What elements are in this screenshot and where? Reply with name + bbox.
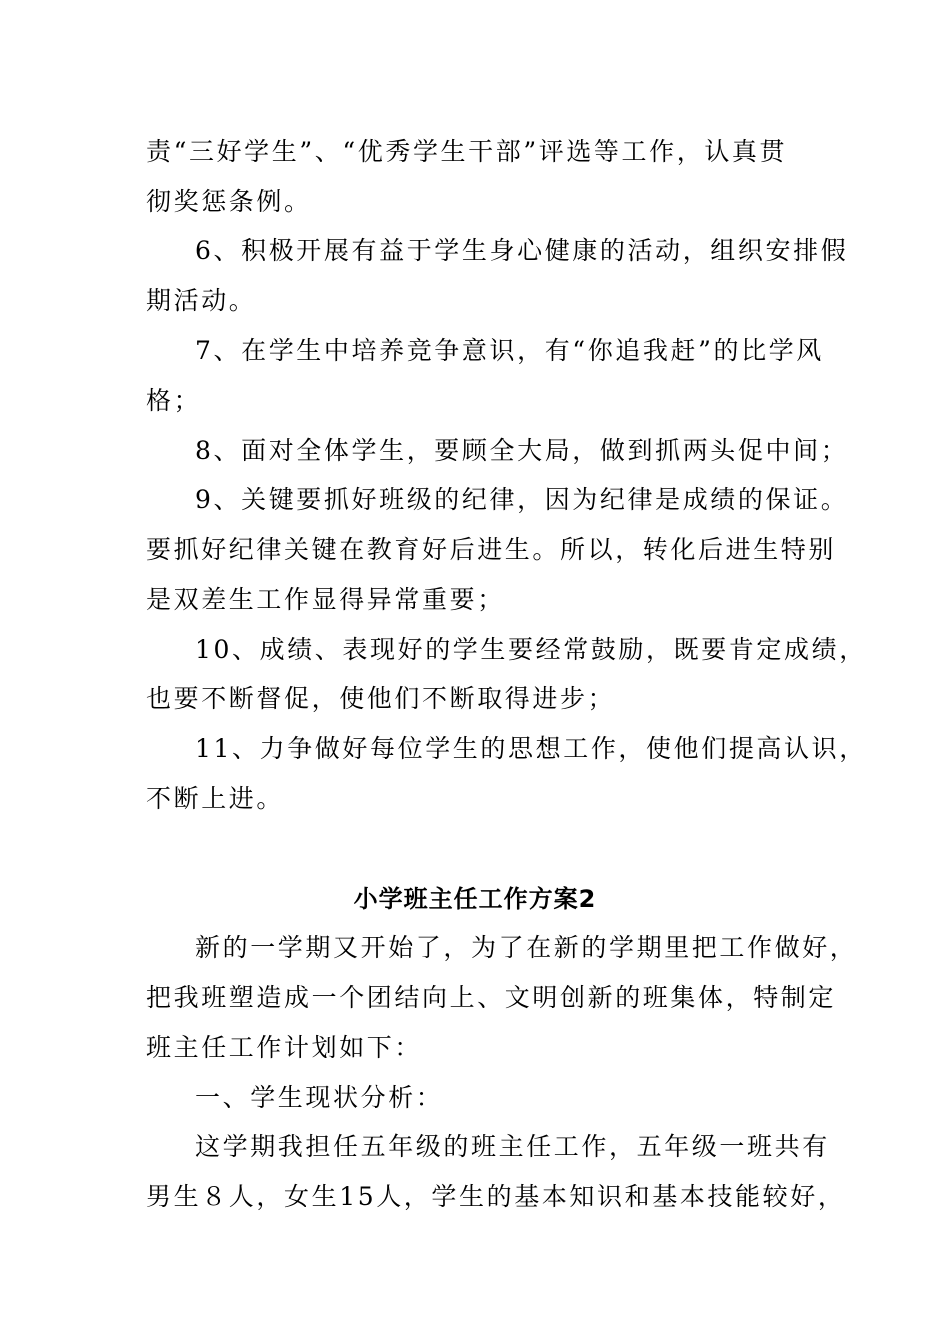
paragraph-line: 要抓好纪律关键在教育好后进生。所以，转化后进生特别 bbox=[146, 535, 837, 564]
paragraph-line: 责“三好学生”、“优秀学生干部”评选等工作，认真贯 bbox=[146, 137, 788, 166]
paragraph-line: 班主任工作计划如下： bbox=[146, 1033, 423, 1062]
paragraph-line: 彻奖惩条例。 bbox=[146, 187, 312, 216]
paragraph-line: 格； bbox=[146, 386, 202, 415]
section-title: 小学班主任工作方案2 bbox=[353, 885, 597, 913]
paragraph-line: 是双差生工作显得异常重要； bbox=[146, 585, 505, 614]
paragraph-line: 新的一学期又开始了，为了在新的学期里把工作做好， bbox=[195, 933, 858, 962]
paragraph-line: 7、在学生中培养竞争意识，有“你追我赶”的比学风 bbox=[195, 336, 824, 365]
paragraph-line: 10、成绩、表现好的学生要经常鼓励，既要肯定成绩， bbox=[195, 635, 867, 664]
paragraph-line: 也要不断督促，使他们不断取得进步； bbox=[146, 684, 616, 713]
paragraph-line: 把我班塑造成一个团结向上、文明创新的班集体，特制定 bbox=[146, 983, 837, 1012]
paragraph-line: 期活动。 bbox=[146, 286, 257, 315]
paragraph-line: 11、力争做好每位学生的思想工作，使他们提高认识， bbox=[195, 734, 867, 763]
paragraph-line: 8、面对全体学生，要顾全大局，做到抓两头促中间； bbox=[195, 436, 849, 465]
section-heading: 一、学生现状分析： bbox=[195, 1083, 444, 1112]
paragraph-line: 这学期我担任五年级的班主任工作，五年级一班共有 bbox=[195, 1132, 830, 1161]
paragraph-line: 9、关键要抓好班级的纪律，因为纪律是成绩的保证。 bbox=[195, 485, 849, 514]
paragraph-line: 6、积极开展有益于学生身心健康的活动，组织安排假 bbox=[195, 236, 849, 265]
paragraph-line: 不断上进。 bbox=[146, 784, 285, 813]
paragraph-line: 男生８人，女生15人，学生的基本知识和基本技能较好， bbox=[146, 1182, 846, 1211]
